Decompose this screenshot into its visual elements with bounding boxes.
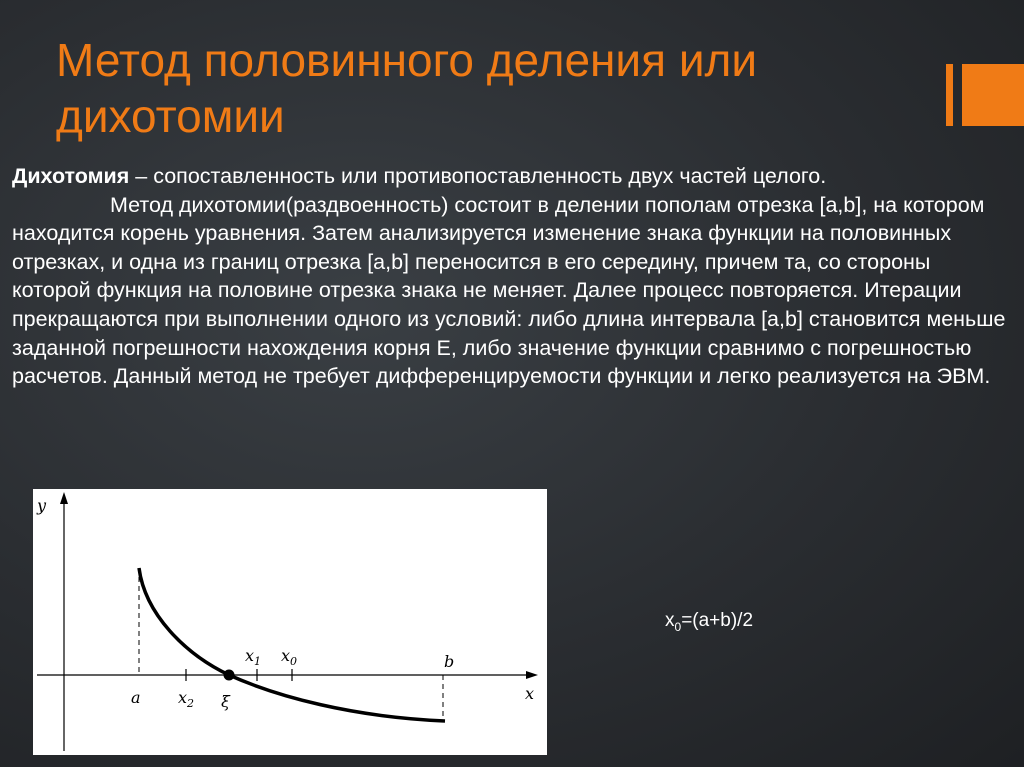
- label-a: a: [131, 688, 141, 707]
- label-x0: [281, 646, 297, 668]
- decorative-block: [962, 64, 1024, 126]
- label-x1-base: x: [245, 646, 255, 665]
- definition-term: Дихотомия: [12, 164, 130, 188]
- label-xi: ξ: [221, 692, 230, 711]
- label-x0-sub: 0: [290, 655, 298, 668]
- label-x1-sub: 1: [254, 655, 262, 668]
- x-axis-label: x: [525, 684, 535, 703]
- y-axis-label: y: [37, 496, 47, 515]
- label-x0-base: x: [281, 646, 291, 665]
- label-x2-base: x: [178, 688, 188, 707]
- decorative-bar: [946, 64, 953, 126]
- body-text: [12, 162, 1012, 391]
- y-axis-arrow: [60, 492, 68, 504]
- formula-sub: 0: [674, 619, 682, 634]
- formula-rest: =(a+b)/2: [681, 610, 754, 631]
- graph-svg: [33, 489, 547, 755]
- midpoint-formula: [665, 610, 753, 634]
- root-point: [224, 670, 235, 681]
- label-x1: [245, 646, 261, 668]
- label-x2-sub: 2: [187, 697, 195, 710]
- label-b: b: [444, 652, 455, 671]
- method-paragraph: [12, 191, 1012, 391]
- slide-title: Метод половинного деления или дихотомии: [56, 34, 758, 142]
- paragraph-text: Метод дихотомии(раздвоенность) состоит в делении пополам отрезка [a,b], на котором находится корень уравнения. Затем анализируется изменение знака функции на половинных отрезках, и одна из границ отрезка [a,b] переносится в его середину, причем та, со стороны которой функция на половине отрезка знака не меняет. Далее процесс повторяется. Итерации прекращаются при выполнении одного из условий: либо длина интервала [a,b] становится меньше заданной погрешности нахождения корня E, либо значение функции сравнимо с погрешностью расчетов. Данный метод не требует дифференцируемости функции и легко реализуется на ЭВМ.: [12, 192, 1006, 389]
- label-x2: [178, 688, 194, 710]
- definition-rest: – сопоставленность или противопоставленность двух частей целого.: [129, 164, 827, 188]
- formula-x: x: [665, 610, 675, 631]
- x-axis-arrow: [526, 671, 538, 679]
- dichotomy-graph: [33, 489, 547, 755]
- definition-line: [12, 162, 1012, 191]
